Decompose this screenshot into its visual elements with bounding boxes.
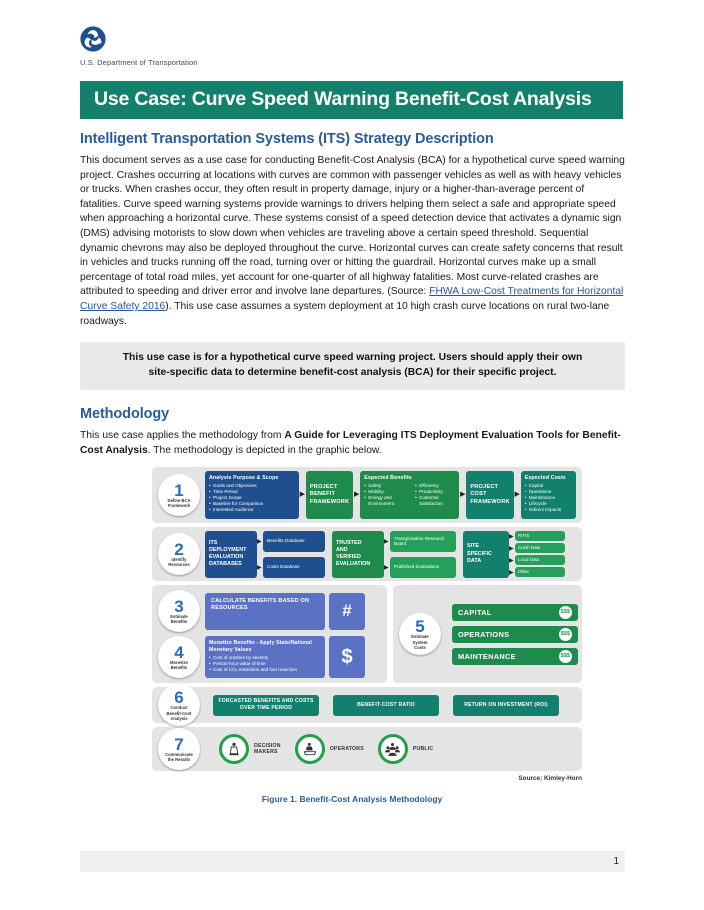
list-item: • Efficiency bbox=[415, 483, 455, 489]
list-item: • Project Scope bbox=[209, 495, 295, 501]
diagram-row-step6 bbox=[152, 687, 582, 723]
benefits-database-box: Benefits Database bbox=[263, 531, 325, 552]
expected-costs-box bbox=[521, 471, 576, 519]
diagram-row-step7 bbox=[152, 727, 582, 771]
diagram-panel-step5 bbox=[393, 585, 582, 683]
section-heading-its-strategy: Intelligent Transportation Systems (ITS) Strategy Description bbox=[80, 131, 494, 147]
evaluation-source-stack bbox=[384, 531, 456, 578]
list-item: • Cost of CO₂ emissions and fuel reduction bbox=[209, 667, 321, 673]
list-item: • Capital bbox=[525, 483, 572, 489]
project-benefit-framework-box: PROJECT BENEFIT FRAMEWORK bbox=[306, 471, 353, 519]
list-item: • Cost of crashes by severity bbox=[209, 655, 321, 661]
step-label-3: Estimate Benefits bbox=[170, 614, 188, 625]
arrow-right-icon: ▶ bbox=[509, 545, 514, 552]
paragraph-part-1: This document serves as a use case for conducting Benefit-Cost Analysis (BCA) for a hypothetical curve speed warning project. Crashes occurring at locations with curves are common with passenger vehicles as well as with heavy vehicles or trucks. When crashes occur, they often result in property damage, injury or a higher-than-average percent of fatalities. Curve speed warning systems provide warnings to drivers helping them select a safe and appropriate speed when approaching a horizontal curve. These systems consist of a speed detection device that activates a dynamic sign (DMS) advising motorists to slow down when vehicles are traveling above a certain speed threshold. Sequential dynamic chevrons may also be deployed throughout the curve. Horizontal curves can create safety concerns that result in vehicles and trucks running off the road, turning over or hitting the guardrail. Horizontal curves make up a small percentage of total road miles, yet account for one-quarter of all highway fatalities. Most curve-related crashes are attributed to speeding and driver error and involve lane departures. (Source: bbox=[80, 155, 625, 298]
diagram-row-step1 bbox=[152, 467, 582, 523]
diagram-subrow-step4 bbox=[158, 636, 381, 678]
step-number-2: 2 bbox=[174, 540, 184, 560]
step-badge-6 bbox=[158, 684, 200, 726]
monetize-benefits-list bbox=[209, 655, 321, 673]
hash-symbol-box: # bbox=[329, 593, 365, 630]
cost-item-label: OPERATIONS bbox=[458, 629, 510, 639]
step-label-6: Conduct Benefit-Cost Analysis bbox=[166, 705, 192, 721]
figure-caption: Figure 1. Benefit-Cost Analysis Methodology bbox=[261, 794, 443, 805]
arrow-right-icon: ▶ bbox=[354, 491, 360, 499]
diagram-row-step2 bbox=[152, 527, 582, 581]
methodology-text-post: . The methodology is depicted in the graphic below. bbox=[147, 444, 382, 456]
page-title-banner: Use Case: Curve Speed Warning Benefit-Cost Analysis bbox=[80, 81, 623, 119]
pill-benefit-cost-ratio: BENEFIT-COST RATIO bbox=[333, 695, 439, 716]
cost-item-capital bbox=[452, 604, 578, 621]
data-source-item: Other bbox=[515, 567, 565, 577]
methodology-text-pre: This use case applies the methodology from bbox=[80, 429, 285, 441]
step-number-4: 4 bbox=[174, 643, 184, 663]
arrow-right-icon: ▶ bbox=[384, 538, 389, 545]
cost-item-label: MAINTENANCE bbox=[458, 651, 516, 661]
fhwa-reference-link[interactable]: FHWA Low-Cost Treatments for Horizontal Curve Safety 2016 bbox=[80, 286, 624, 312]
list-item: • Operations bbox=[525, 489, 572, 495]
diagram-subrow-step3 bbox=[158, 590, 381, 632]
step-badge-3 bbox=[158, 590, 200, 632]
step-badge-1 bbox=[158, 474, 200, 516]
calculate-benefits-box: CALCULATE BENEFITS BASED ON RESOURCES bbox=[205, 593, 325, 630]
step-badge-2 bbox=[158, 533, 200, 575]
list-item: • Productivity bbox=[415, 489, 455, 495]
diagram-source-note: Source: Kimley-Horn bbox=[518, 775, 582, 783]
trusted-verified-evaluation-box: TRUSTED AND VERIFIED EVALUATION bbox=[332, 531, 384, 578]
step-number-7: 7 bbox=[174, 735, 184, 755]
step-number-3: 3 bbox=[174, 597, 184, 617]
list-item: • Energy and Environment bbox=[364, 495, 409, 507]
system-cost-items bbox=[452, 604, 578, 665]
step-label-1: Define BCA Framework bbox=[167, 498, 191, 509]
arrow-right-icon: ▶ bbox=[460, 491, 466, 499]
site-data-source-stack bbox=[509, 531, 565, 577]
expected-benefits-col2 bbox=[415, 483, 455, 507]
expected-benefits-title: Expected Benefits bbox=[364, 475, 412, 482]
step-label-4: Monetize Benefits bbox=[170, 660, 188, 671]
arrow-right-icon: ▶ bbox=[514, 491, 520, 499]
methodology-paragraph bbox=[80, 429, 625, 458]
dollar-chip-icon: $$$ bbox=[559, 650, 572, 663]
pill-forecasted-benefits: FORCASTED BENEFITS AND COSTS OVER TIME PERIOD bbox=[213, 695, 319, 716]
arrow-right-icon: ▶ bbox=[509, 569, 514, 576]
expected-costs-list bbox=[525, 483, 572, 513]
analysis-purpose-title: Analysis Purpose & Scope bbox=[209, 475, 279, 482]
list-item: • Maintenance bbox=[525, 495, 572, 501]
cost-item-operations bbox=[452, 626, 578, 643]
methodology-guide-title: A Guide for Leveraging ITS Deployment Evaluation Tools for Benefit-Cost Analysis bbox=[80, 429, 621, 456]
audience-public bbox=[378, 734, 434, 764]
operator-console-glyph bbox=[302, 741, 318, 757]
its-strategy-paragraph bbox=[80, 154, 625, 329]
document-header bbox=[0, 0, 704, 67]
arrow-right-icon bbox=[325, 551, 332, 557]
site-specific-data-box: SITE SPECIFIC DATA bbox=[463, 531, 509, 578]
audience-operators bbox=[295, 734, 364, 764]
list-item: • Goals and Objectives bbox=[209, 483, 295, 489]
audience-decision-makers bbox=[219, 734, 281, 764]
list-item: • Lifecycle bbox=[525, 501, 572, 507]
cost-item-maintenance bbox=[452, 648, 578, 665]
page-footer bbox=[80, 851, 625, 872]
list-item: • Safety bbox=[364, 483, 409, 489]
list-item: • Indirect Impacts bbox=[525, 507, 572, 513]
audience-label: PUBLIC bbox=[412, 745, 434, 752]
data-source-item: RITIS bbox=[515, 531, 565, 541]
bca-methodology-diagram bbox=[152, 467, 582, 771]
arrow-right-icon: ▶ bbox=[257, 564, 262, 571]
page-number: 1 bbox=[613, 856, 619, 867]
dollar-symbol-box: $ bbox=[329, 636, 365, 678]
step-label-7: Communicate the Results bbox=[165, 752, 193, 763]
list-item: • Customer Satisfaction bbox=[415, 495, 455, 507]
people-group-icon bbox=[378, 734, 408, 764]
step-label-2: Identify Resources bbox=[168, 557, 190, 568]
costs-database-box: Costs Database bbox=[263, 557, 325, 578]
cost-item-label: CAPITAL bbox=[458, 607, 492, 617]
arrow-right-icon: ▶ bbox=[509, 533, 514, 540]
arrow-right-icon: ▶ bbox=[257, 538, 262, 545]
podium-speaker-icon bbox=[219, 734, 249, 764]
monetize-benefits-title: Monetize Benefits - Apply State/National Monetary Values bbox=[209, 640, 312, 653]
audience-label: DECISION MAKERS bbox=[254, 742, 281, 756]
agency-name: U.S. Department of Transportation bbox=[80, 58, 198, 67]
diagram-row-steps-3-4-5 bbox=[152, 585, 582, 683]
pill-return-on-investment: RETURN ON INVESTMENT (ROI) bbox=[453, 695, 559, 716]
dot-triskelion-logo-icon bbox=[80, 26, 106, 52]
audience-label: OPERATORS bbox=[329, 745, 364, 752]
list-item: • Person-hour value of time bbox=[209, 661, 321, 667]
step-number-1: 1 bbox=[174, 481, 184, 501]
step-badge-4 bbox=[158, 636, 200, 678]
data-source-item: Local Data bbox=[515, 555, 565, 565]
monetize-benefits-box bbox=[205, 636, 325, 678]
dollar-chip-icon: $$$ bbox=[559, 628, 572, 641]
diagram-panel-steps-3-4 bbox=[152, 585, 387, 683]
dollar-chip-icon: $$$ bbox=[559, 606, 572, 619]
data-source-item: Crash Data bbox=[515, 543, 565, 553]
podium-speaker-glyph bbox=[226, 741, 242, 757]
its-deployment-evaluation-databases-box: ITS DEPLOYMENT EVALUATION DATABASES bbox=[205, 531, 257, 578]
analysis-purpose-scope-box bbox=[205, 471, 299, 519]
step-number-6: 6 bbox=[174, 688, 184, 708]
expected-benefits-box bbox=[360, 471, 459, 519]
list-item: • Interested Audience bbox=[209, 507, 295, 513]
arrow-right-icon: ▶ bbox=[299, 491, 306, 499]
step-number-5: 5 bbox=[415, 617, 425, 637]
analysis-purpose-list bbox=[209, 483, 295, 513]
step-label-5: Estimate System Costs bbox=[411, 634, 429, 650]
list-item: • Time Period bbox=[209, 489, 295, 495]
step-badge-7 bbox=[158, 728, 200, 770]
published-evaluations-box: Published Evaluations bbox=[390, 557, 456, 578]
expected-benefits-col1 bbox=[364, 483, 409, 507]
operator-console-icon bbox=[295, 734, 325, 764]
paragraph-part-2: ). This use case assumes a system deployment at 10 high crash curve locations on rural two-lane roadways. bbox=[80, 300, 610, 327]
arrow-right-icon: ▶ bbox=[509, 557, 514, 564]
database-stack bbox=[257, 531, 325, 578]
list-item: • Mobility bbox=[364, 489, 409, 495]
expected-costs-title: Expected Costs bbox=[524, 475, 566, 482]
arrow-right-icon bbox=[456, 551, 463, 557]
project-cost-framework-box: PROJECT COST FRAMEWORK bbox=[466, 471, 513, 519]
step-badge-5 bbox=[399, 613, 441, 655]
arrow-right-icon: ▶ bbox=[384, 564, 389, 571]
section-heading-methodology: Methodology bbox=[80, 405, 170, 422]
trb-box: Transportation Research Board bbox=[390, 531, 456, 552]
people-group-glyph bbox=[384, 741, 401, 758]
hypothetical-project-callout: This use case is for a hypothetical curve speed warning project. Users should apply their own site-specific data to determine benefit-cost analysis (BCA) for their specific project. bbox=[80, 342, 625, 390]
list-item: • Baseline for Comparison bbox=[209, 501, 295, 507]
